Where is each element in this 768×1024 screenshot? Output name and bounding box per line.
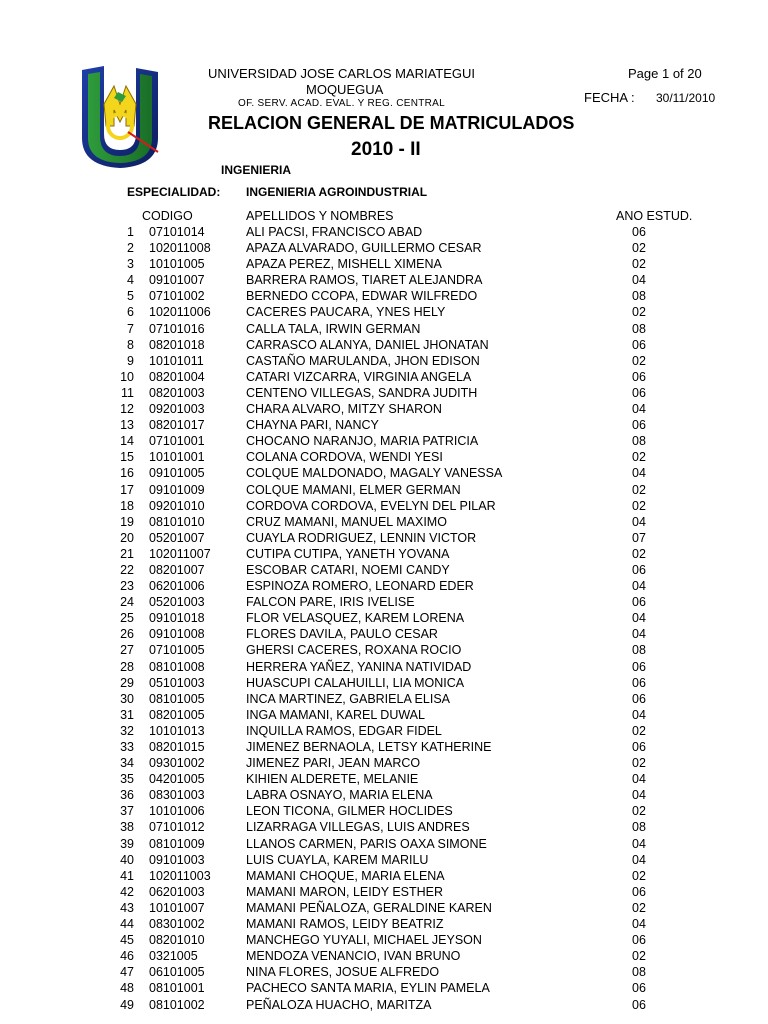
study-year: 06 bbox=[632, 740, 646, 754]
row-number: 5 bbox=[127, 289, 134, 304]
student-code: 08201018 bbox=[149, 337, 205, 352]
study-year: 04 bbox=[632, 852, 646, 867]
column-header-code: CODIGO bbox=[142, 209, 193, 223]
student-name: LUIS CUAYLA, KAREM MARILU bbox=[246, 852, 429, 867]
student-code: 09101003 bbox=[149, 852, 205, 867]
row-number: 4 bbox=[127, 273, 134, 288]
student-code: 08101002 bbox=[149, 997, 205, 1012]
student-name: FLOR VELASQUEZ, KAREM LORENA bbox=[246, 611, 465, 626]
student-name: FLORES DAVILA, PAULO CESAR bbox=[246, 627, 438, 642]
row-number: 36 bbox=[120, 788, 134, 803]
document-title: RELACION GENERAL DE MATRICULADOS bbox=[208, 113, 575, 133]
student-name: KIHIEN ALDERETE, MELANIE bbox=[246, 772, 419, 787]
student-name: GHERSI CACERES, ROXANA ROCIO bbox=[246, 643, 462, 658]
study-year: 02 bbox=[632, 498, 646, 513]
student-name: CUAYLA RODRIGUEZ, LENNIN VICTOR bbox=[246, 530, 477, 545]
student-code: 08101001 bbox=[149, 981, 205, 996]
table-row bbox=[0, 433, 768, 449]
table-row bbox=[0, 482, 768, 498]
student-code: 09201003 bbox=[149, 402, 205, 417]
student-code: 08201007 bbox=[149, 562, 205, 577]
study-year: 04 bbox=[632, 772, 646, 787]
student-name: PEÑALOZA HUACHO, MARITZA bbox=[246, 997, 432, 1012]
row-number: 22 bbox=[120, 562, 134, 577]
study-year: 02 bbox=[632, 241, 646, 256]
table-row bbox=[0, 997, 768, 1013]
study-year: 06 bbox=[632, 884, 646, 899]
student-code: 10101007 bbox=[149, 900, 205, 915]
row-number: 30 bbox=[120, 691, 134, 706]
study-year: 02 bbox=[632, 804, 646, 819]
student-code: 10101005 bbox=[149, 257, 205, 272]
study-year: 08 bbox=[632, 643, 646, 658]
student-name: NINA FLORES, JOSUE ALFREDO bbox=[246, 965, 440, 980]
student-name: INQUILLA RAMOS, EDGAR FIDEL bbox=[246, 723, 442, 738]
row-number: 26 bbox=[120, 627, 134, 642]
study-year: 06 bbox=[632, 933, 646, 948]
row-number: 24 bbox=[120, 595, 134, 610]
study-year: 06 bbox=[632, 595, 646, 610]
student-code: 102011007 bbox=[149, 546, 211, 561]
table-row bbox=[0, 272, 768, 288]
table-row bbox=[0, 546, 768, 562]
student-name: MANCHEGO YUYALI, MICHAEL JEYSON bbox=[246, 933, 482, 948]
study-year: 02 bbox=[632, 257, 646, 272]
student-code: 07101001 bbox=[149, 434, 205, 449]
study-year: 08 bbox=[632, 965, 646, 980]
row-number: 10 bbox=[120, 369, 134, 384]
student-code: 05101003 bbox=[149, 675, 205, 690]
student-code: 102011006 bbox=[149, 305, 211, 320]
row-number: 33 bbox=[120, 740, 134, 754]
row-number: 19 bbox=[120, 514, 134, 529]
row-number: 43 bbox=[120, 900, 134, 915]
table-row bbox=[0, 675, 768, 691]
student-name: ESCOBAR CATARI, NOEMI CANDY bbox=[246, 562, 450, 577]
student-name: CASTAÑO MARULANDA, JHON EDISON bbox=[246, 353, 480, 368]
student-name: MAMANI MARON, LEIDY ESTHER bbox=[246, 884, 444, 899]
table-row bbox=[0, 803, 768, 819]
row-number: 31 bbox=[120, 707, 134, 722]
student-code: 04201005 bbox=[149, 772, 205, 787]
student-code: 09301002 bbox=[149, 756, 205, 771]
student-code: 08301003 bbox=[149, 788, 205, 803]
student-name: APAZA ALVARADO, GUILLERMO CESAR bbox=[246, 241, 482, 256]
table-row bbox=[0, 932, 768, 948]
student-code: 08101008 bbox=[149, 659, 205, 674]
student-code: 08201005 bbox=[149, 707, 205, 722]
study-year: 04 bbox=[632, 402, 646, 417]
study-year: 02 bbox=[632, 756, 646, 771]
office-name: OF. SERV. ACAD. EVAL. Y REG. CENTRAL bbox=[238, 98, 445, 109]
date-label: FECHA : bbox=[584, 90, 635, 105]
row-number: 44 bbox=[120, 917, 134, 932]
row-number: 49 bbox=[120, 997, 134, 1012]
table-row bbox=[0, 771, 768, 787]
student-name: MENDOZA VENANCIO, IVAN BRUNO bbox=[246, 949, 461, 964]
table-row bbox=[0, 868, 768, 884]
student-name: JIMENEZ BERNAOLA, LETSY KATHERINE bbox=[246, 740, 492, 754]
student-code: 08201004 bbox=[149, 369, 205, 384]
academic-period: 2010 - II bbox=[351, 139, 421, 160]
table-row bbox=[0, 288, 768, 304]
table-row bbox=[0, 578, 768, 594]
student-code: 0321005 bbox=[149, 949, 198, 964]
table-row bbox=[0, 916, 768, 932]
table-row bbox=[0, 337, 768, 353]
study-year: 02 bbox=[632, 353, 646, 368]
student-name: CHOCANO NARANJO, MARIA PATRICIA bbox=[246, 434, 479, 449]
study-year: 06 bbox=[632, 997, 646, 1012]
student-code: 07101012 bbox=[149, 820, 205, 835]
study-year: 08 bbox=[632, 820, 646, 835]
student-code: 06201003 bbox=[149, 884, 205, 899]
study-year: 08 bbox=[632, 289, 646, 304]
table-row bbox=[0, 707, 768, 723]
student-name: BARRERA RAMOS, TIARET ALEJANDRA bbox=[246, 273, 483, 288]
student-code: 05201003 bbox=[149, 595, 205, 610]
row-number: 27 bbox=[120, 643, 134, 658]
table-row bbox=[0, 964, 768, 980]
student-code: 09201010 bbox=[149, 498, 205, 513]
student-name: MAMANI CHOQUE, MARIA ELENA bbox=[246, 868, 445, 883]
row-number: 32 bbox=[120, 723, 134, 738]
page-indicator: Page 1 of 20 bbox=[628, 66, 702, 81]
table-row bbox=[0, 417, 768, 433]
row-number: 34 bbox=[120, 756, 134, 771]
student-code: 10101013 bbox=[149, 723, 205, 738]
student-code: 102011003 bbox=[149, 868, 211, 883]
table-row bbox=[0, 594, 768, 610]
row-number: 20 bbox=[120, 530, 134, 545]
study-year: 06 bbox=[632, 385, 646, 400]
row-number: 42 bbox=[120, 884, 134, 899]
study-year: 06 bbox=[632, 675, 646, 690]
student-name: CENTENO VILLEGAS, SANDRA JUDITH bbox=[246, 385, 478, 400]
study-year: 06 bbox=[632, 369, 646, 384]
row-number: 28 bbox=[120, 659, 134, 674]
table-row bbox=[0, 739, 768, 755]
row-number: 7 bbox=[127, 321, 134, 336]
student-name: FALCON PARE, IRIS IVELISE bbox=[246, 595, 415, 610]
student-name: CORDOVA CORDOVA, EVELYN DEL PILAR bbox=[246, 498, 496, 513]
table-row bbox=[0, 723, 768, 739]
study-year: 08 bbox=[632, 321, 646, 336]
student-code: 102011008 bbox=[149, 241, 211, 256]
study-year: 06 bbox=[632, 337, 646, 352]
row-number: 12 bbox=[120, 402, 134, 417]
table-row bbox=[0, 610, 768, 626]
student-name: CHAYNA PARI, NANCY bbox=[246, 418, 379, 433]
faculty-name: INGENIERIA bbox=[221, 163, 292, 177]
study-year: 04 bbox=[632, 707, 646, 722]
study-year: 06 bbox=[632, 659, 646, 674]
study-year: 04 bbox=[632, 273, 646, 288]
row-number: 41 bbox=[120, 868, 134, 883]
university-name: UNIVERSIDAD JOSE CARLOS MARIATEGUI bbox=[208, 66, 476, 81]
row-number: 6 bbox=[127, 305, 134, 320]
row-number: 37 bbox=[120, 804, 134, 819]
study-year: 06 bbox=[632, 418, 646, 433]
table-row bbox=[0, 659, 768, 675]
table-row bbox=[0, 900, 768, 916]
student-name: CATARI VIZCARRA, VIRGINIA ANGELA bbox=[246, 369, 472, 384]
row-number: 15 bbox=[120, 450, 134, 465]
student-name: COLQUE MALDONADO, MAGALY VANESSA bbox=[246, 466, 503, 481]
study-year: 06 bbox=[632, 562, 646, 577]
student-name: JIMENEZ PARI, JEAN MARCO bbox=[246, 756, 421, 771]
study-year: 04 bbox=[632, 917, 646, 932]
row-number: 38 bbox=[120, 820, 134, 835]
student-code: 06101005 bbox=[149, 965, 205, 980]
table-row bbox=[0, 385, 768, 401]
column-header-name: APELLIDOS Y NOMBRES bbox=[246, 209, 394, 223]
study-year: 07 bbox=[632, 530, 646, 545]
study-year: 02 bbox=[632, 900, 646, 915]
study-year: 02 bbox=[632, 868, 646, 883]
student-code: 05201007 bbox=[149, 530, 205, 545]
student-name: MAMANI RAMOS, LEIDY BEATRIZ bbox=[246, 917, 444, 932]
row-number: 48 bbox=[120, 981, 134, 996]
student-code: 09101009 bbox=[149, 482, 205, 497]
row-number: 3 bbox=[127, 257, 134, 272]
city-name: MOQUEGUA bbox=[306, 82, 384, 97]
student-name: INGA MAMANI, KAREL DUWAL bbox=[246, 707, 425, 722]
table-row bbox=[0, 256, 768, 272]
study-year: 04 bbox=[632, 514, 646, 529]
student-list bbox=[0, 224, 768, 1013]
table-row bbox=[0, 642, 768, 658]
table-row bbox=[0, 224, 768, 240]
student-name: CARRASCO ALANYA, DANIEL JHONATAN bbox=[246, 337, 489, 352]
table-row bbox=[0, 691, 768, 707]
university-logo bbox=[74, 64, 164, 170]
student-code: 07101005 bbox=[149, 643, 205, 658]
student-code: 09101005 bbox=[149, 466, 205, 481]
row-number: 29 bbox=[120, 675, 134, 690]
table-row bbox=[0, 401, 768, 417]
row-number: 23 bbox=[120, 579, 134, 594]
table-row bbox=[0, 465, 768, 481]
student-code: 08201017 bbox=[149, 418, 205, 433]
student-name: APAZA PEREZ, MISHELL XIMENA bbox=[246, 257, 442, 272]
study-year: 06 bbox=[632, 691, 646, 706]
student-name: LIZARRAGA VILLEGAS, LUIS ANDRES bbox=[246, 820, 470, 835]
table-row bbox=[0, 626, 768, 642]
specialty-value: INGENIERIA AGROINDUSTRIAL bbox=[246, 185, 428, 199]
row-number: 39 bbox=[120, 836, 134, 851]
row-number: 47 bbox=[120, 965, 134, 980]
row-number: 21 bbox=[120, 546, 134, 561]
study-year: 04 bbox=[632, 579, 646, 594]
student-name: HERRERA YAÑEZ, YANINA NATIVIDAD bbox=[246, 659, 472, 674]
student-name: ESPINOZA ROMERO, LEONARD EDER bbox=[246, 579, 474, 594]
row-number: 40 bbox=[120, 852, 134, 867]
table-row bbox=[0, 948, 768, 964]
column-header-year: ANO ESTUD. bbox=[616, 209, 693, 223]
student-code: 08101005 bbox=[149, 691, 205, 706]
study-year: 02 bbox=[632, 723, 646, 738]
student-name: LLANOS CARMEN, PARIS OAXA SIMONE bbox=[246, 836, 487, 851]
table-row bbox=[0, 980, 768, 996]
table-row bbox=[0, 562, 768, 578]
study-year: 06 bbox=[632, 981, 646, 996]
student-name: CACERES PAUCARA, YNES HELY bbox=[246, 305, 446, 320]
row-number: 2 bbox=[127, 241, 134, 256]
row-number: 35 bbox=[120, 772, 134, 787]
student-name: LABRA OSNAYO, MARIA ELENA bbox=[246, 788, 433, 803]
row-number: 45 bbox=[120, 933, 134, 948]
row-number: 8 bbox=[127, 337, 134, 352]
student-code: 07101014 bbox=[149, 225, 205, 239]
table-row bbox=[0, 530, 768, 546]
student-code: 08201003 bbox=[149, 385, 205, 400]
student-code: 10101001 bbox=[149, 450, 205, 465]
student-name: CALLA TALA, IRWIN GERMAN bbox=[246, 321, 421, 336]
study-year: 02 bbox=[632, 546, 646, 561]
table-row bbox=[0, 836, 768, 852]
table-row bbox=[0, 498, 768, 514]
row-number: 18 bbox=[120, 498, 134, 513]
table-row bbox=[0, 755, 768, 771]
student-code: 09101018 bbox=[149, 611, 205, 626]
student-code: 09101007 bbox=[149, 273, 205, 288]
study-year: 02 bbox=[632, 305, 646, 320]
table-row bbox=[0, 852, 768, 868]
table-row bbox=[0, 321, 768, 337]
student-name: PACHECO SANTA MARIA, EYLIN PAMELA bbox=[246, 981, 490, 996]
study-year: 04 bbox=[632, 788, 646, 803]
row-number: 11 bbox=[121, 385, 134, 400]
student-code: 08301002 bbox=[149, 917, 205, 932]
study-year: 06 bbox=[632, 225, 646, 239]
table-row bbox=[0, 304, 768, 320]
student-name: COLQUE MAMANI, ELMER GERMAN bbox=[246, 482, 461, 497]
row-number: 9 bbox=[127, 353, 134, 368]
date-value: 30/11/2010 bbox=[656, 91, 716, 105]
study-year: 02 bbox=[632, 450, 646, 465]
study-year: 08 bbox=[632, 434, 646, 449]
study-year: 02 bbox=[632, 949, 646, 964]
table-row bbox=[0, 353, 768, 369]
student-name: CRUZ MAMANI, MANUEL MAXIMO bbox=[246, 514, 447, 529]
student-code: 09101008 bbox=[149, 627, 205, 642]
row-number: 1 bbox=[127, 225, 134, 239]
study-year: 04 bbox=[632, 836, 646, 851]
study-year: 04 bbox=[632, 611, 646, 626]
student-code: 08201015 bbox=[149, 740, 205, 754]
student-name: MAMANI PEÑALOZA, GERALDINE KAREN bbox=[246, 900, 492, 915]
row-number: 25 bbox=[120, 611, 134, 626]
specialty-label: ESPECIALIDAD: bbox=[127, 185, 221, 199]
row-number: 17 bbox=[120, 482, 134, 497]
table-row bbox=[0, 884, 768, 900]
row-number: 14 bbox=[120, 434, 134, 449]
student-name: HUASCUPI CALAHUILLI, LIA MONICA bbox=[246, 675, 465, 690]
study-year: 02 bbox=[632, 482, 646, 497]
student-name: CUTIPA CUTIPA, YANETH YOVANA bbox=[246, 546, 450, 561]
student-code: 06201006 bbox=[149, 579, 205, 594]
student-name: CHARA ALVARO, MITZY SHARON bbox=[246, 402, 442, 417]
row-number: 46 bbox=[120, 949, 134, 964]
student-code: 10101011 bbox=[149, 353, 204, 368]
student-code: 08101009 bbox=[149, 836, 205, 851]
row-number: 16 bbox=[120, 466, 134, 481]
table-row bbox=[0, 787, 768, 803]
student-code: 10101006 bbox=[149, 804, 205, 819]
table-row bbox=[0, 819, 768, 835]
row-number: 13 bbox=[120, 418, 134, 433]
student-name: INCA MARTINEZ, GABRIELA ELISA bbox=[246, 691, 450, 706]
student-name: COLANA CORDOVA, WENDI YESI bbox=[246, 450, 443, 465]
student-name: ALI PACSI, FRANCISCO ABAD bbox=[246, 225, 423, 239]
table-row bbox=[0, 240, 768, 256]
student-name: BERNEDO CCOPA, EDWAR WILFREDO bbox=[246, 289, 478, 304]
study-year: 04 bbox=[632, 627, 646, 642]
table-row bbox=[0, 514, 768, 530]
student-code: 08101010 bbox=[149, 514, 205, 529]
table-row bbox=[0, 369, 768, 385]
study-year: 04 bbox=[632, 466, 646, 481]
student-name: LEON TICONA, GILMER HOCLIDES bbox=[246, 804, 453, 819]
student-code: 08201010 bbox=[149, 933, 205, 948]
student-code: 07101016 bbox=[149, 321, 205, 336]
table-row bbox=[0, 449, 768, 465]
student-code: 07101002 bbox=[149, 289, 205, 304]
